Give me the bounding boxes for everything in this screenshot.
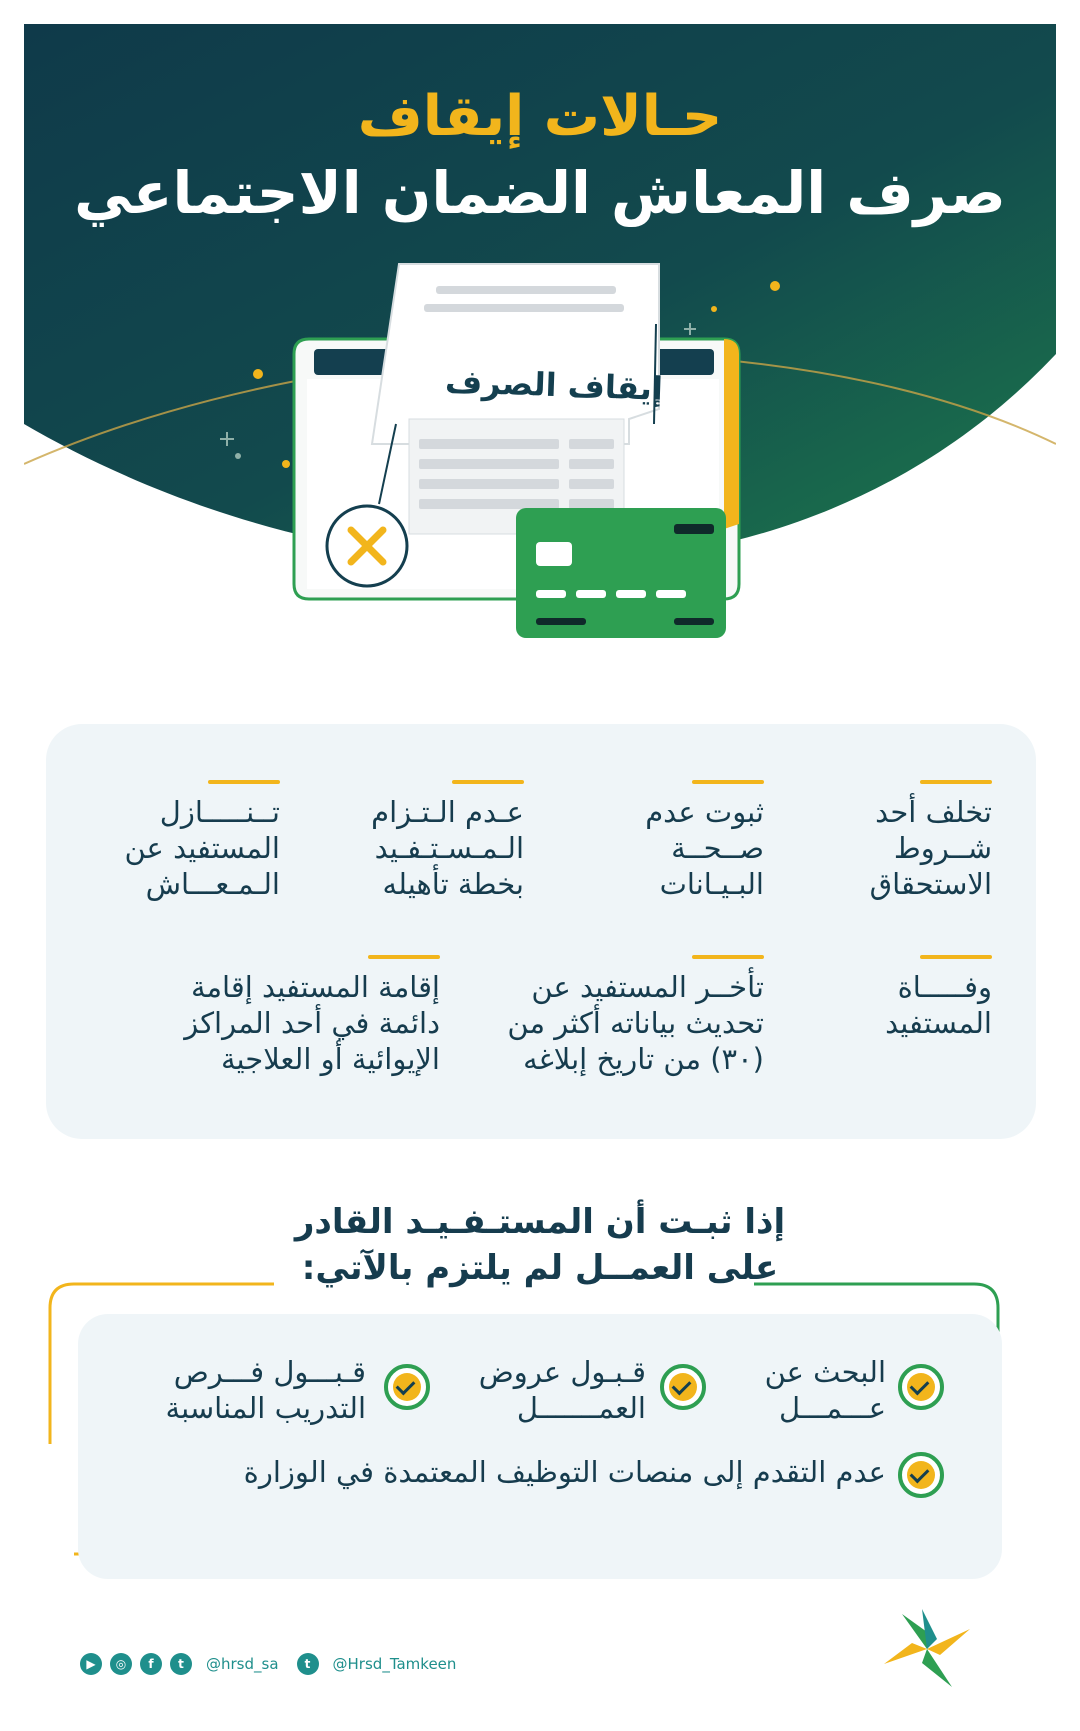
facebook-icon[interactable]: f [140,1653,162,1675]
check-icon [660,1364,706,1410]
handle-secondary[interactable]: @Hrsd_Tamkeen [332,1655,457,1673]
title-line-1: حـالات إيقاف [357,84,723,149]
condition-item: إقامة المستفيد إقامة دائمة في أحد المراكز الإيوائية أو العلاجية [100,969,440,1077]
illustration [24,24,1056,664]
twitter-icon[interactable]: t [297,1653,319,1675]
condition-item: وفـــــاة المستفيد [792,969,992,1041]
work-item: البحث عن عـــمـــل [764,1355,886,1425]
check-icon [898,1452,944,1498]
work-item: عدم التقدم إلى منصات التوظيف المعتمدة في الوزارة [243,1455,886,1489]
condition-item: تــنـــــازل المستفيد عن الـمـعـــاش [80,794,280,902]
bank-card-icon [516,508,726,638]
condition-item: ثبوت عدم صــحــة البـيـانات [564,794,764,902]
condition-item: عـدم الـتـزام الـمـسـتـفـيد بخطة تأهيله [304,794,524,902]
work-section-title: إذا ثبـت أن المستـفـيـد القادر على العمــل لم يلتزم بالآتي: [294,1202,786,1288]
title-line-2: صرف المعاش الضمان الاجتماعي [74,159,1006,227]
check-icon [898,1364,944,1410]
condition-item: تأخــر المستفيد عن تحديث بياناته أكثر من (٣٠) من تاريخ إبلاغه [444,969,764,1077]
twitter-icon[interactable]: t [170,1653,192,1675]
handle-primary[interactable]: @hrsd_sa [206,1655,279,1673]
cancel-x-icon [327,506,407,586]
condition-item: تخلف أحد شــروط الاستحقاق [792,794,992,902]
document-label: إيقاف الصرف [444,362,664,408]
youtube-icon[interactable]: ▶ [80,1653,102,1675]
work-item: قـبـول عروض العمـــــــل [478,1355,646,1425]
ministry-logo [882,1609,972,1689]
check-icon [384,1364,430,1410]
instagram-icon[interactable]: ◎ [110,1653,132,1675]
footer-social [80,1649,466,1679]
work-item: قـبـــول فـــرص التدريب المناسبة [165,1355,366,1425]
header-background [24,24,1056,664]
infographic [24,24,1056,1707]
